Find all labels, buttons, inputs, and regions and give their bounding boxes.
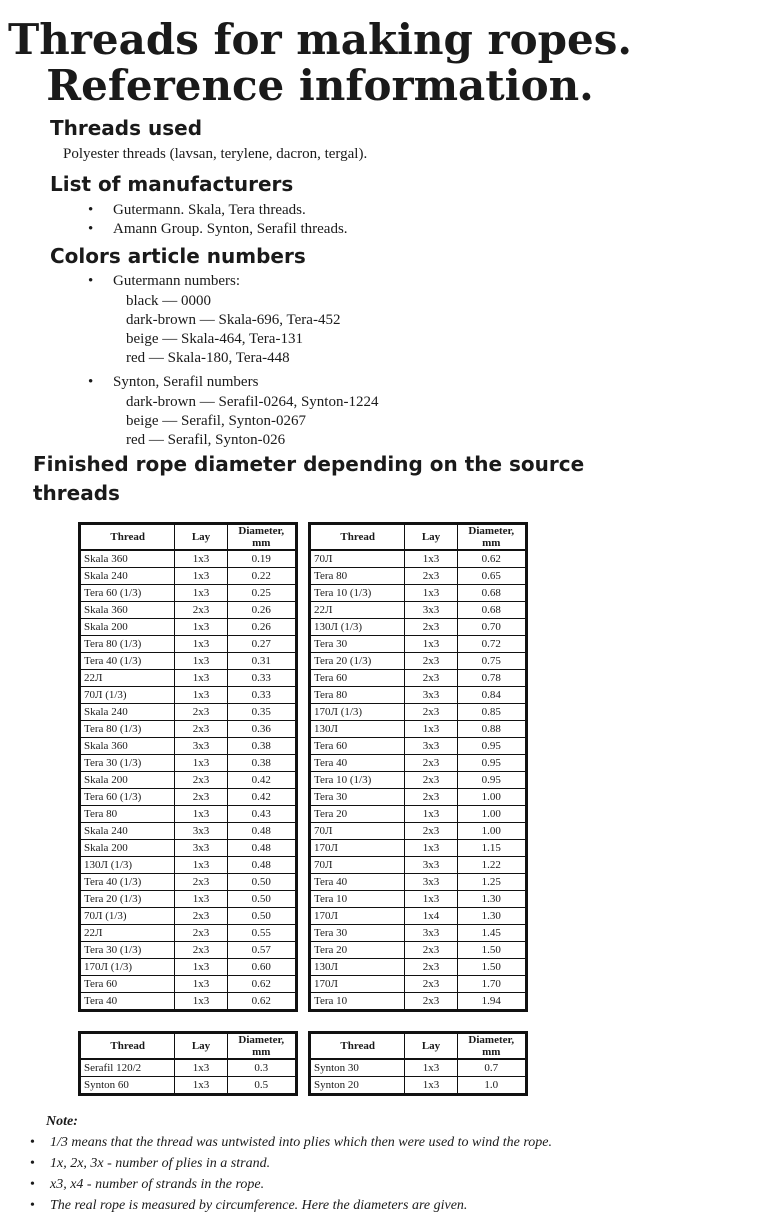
column-header: Thread <box>310 524 405 551</box>
thread-cell: Skala 240 <box>80 823 175 840</box>
thread-cell: Skala 360 <box>80 550 175 568</box>
lay-cell: 2x3 <box>405 704 457 721</box>
bullet-dot: • <box>30 1198 35 1213</box>
table-row <box>80 908 297 925</box>
diameter-cell: 1.0 <box>457 1077 526 1095</box>
manufacturer-item: Gutermann. Skala, Tera threads. <box>113 202 306 218</box>
lay-cell: 1x3 <box>405 1077 457 1095</box>
thread-cell: Tera 40 <box>310 755 405 772</box>
lay-cell: 1x3 <box>175 993 227 1011</box>
lay-cell: 3x3 <box>405 925 457 942</box>
diameter-cell: 0.48 <box>227 840 296 857</box>
diameter-cell: 1.00 <box>457 806 526 823</box>
table-row <box>310 755 527 772</box>
table-row <box>310 1059 527 1077</box>
lay-cell: 2x3 <box>405 789 457 806</box>
thread-cell: Synton 20 <box>310 1077 405 1095</box>
diameter-cell: 0.27 <box>227 636 296 653</box>
lay-cell: 2x3 <box>175 874 227 891</box>
diameter-cell: 1.45 <box>457 925 526 942</box>
table-row <box>310 585 527 602</box>
diameter-cell: 0.42 <box>227 772 296 789</box>
diameter-cell: 0.75 <box>457 653 526 670</box>
table-row <box>310 619 527 636</box>
lay-cell: 2x3 <box>175 602 227 619</box>
thread-cell: Tera 10 (1/3) <box>310 585 405 602</box>
heading-manufacturers: List of manufacturers <box>50 172 294 196</box>
bullet-dot: • <box>88 202 94 218</box>
lay-cell: 2x3 <box>175 772 227 789</box>
lay-cell: 1x3 <box>405 1059 457 1077</box>
note-item-text: 1x, 2x, 3x - number of plies in a strand. <box>50 1156 271 1171</box>
thread-cell: 130Л <box>310 959 405 976</box>
thread-cell: Tera 80 (1/3) <box>80 721 175 738</box>
lay-cell: 2x3 <box>405 653 457 670</box>
table-row <box>80 857 297 874</box>
table-row <box>310 550 527 568</box>
diameter-cell: 1.94 <box>457 993 526 1011</box>
heading-colors: Colors article numbers <box>50 244 306 268</box>
lay-cell: 3x3 <box>405 738 457 755</box>
lay-cell: 1x3 <box>175 959 227 976</box>
thread-cell: Tera 10 <box>310 993 405 1011</box>
lay-cell: 2x3 <box>405 942 457 959</box>
table-row <box>310 891 527 908</box>
thread-cell: Tera 20 (1/3) <box>310 653 405 670</box>
lay-cell: 2x3 <box>175 789 227 806</box>
lay-cell: 2x3 <box>405 568 457 585</box>
table-row <box>80 925 297 942</box>
lay-cell: 1x3 <box>175 806 227 823</box>
diameter-table-left <box>78 522 298 1012</box>
diameter-cell: 0.50 <box>227 908 296 925</box>
table-row <box>80 840 297 857</box>
thread-cell: Synton 60 <box>80 1077 175 1095</box>
diameter-cell: 0.5 <box>227 1077 296 1095</box>
thread-cell: 22Л <box>310 602 405 619</box>
diameter-cell: 0.36 <box>227 721 296 738</box>
thread-cell: Tera 40 (1/3) <box>80 874 175 891</box>
thread-cell: Skala 240 <box>80 704 175 721</box>
lay-cell: 2x3 <box>175 925 227 942</box>
table-row <box>80 550 297 568</box>
table-row <box>310 636 527 653</box>
table-row <box>80 1077 297 1095</box>
table-row <box>80 891 297 908</box>
diameter-cell: 0.70 <box>457 619 526 636</box>
table-row <box>310 602 527 619</box>
lay-cell: 2x3 <box>175 942 227 959</box>
table-row <box>310 721 527 738</box>
table-row <box>310 925 527 942</box>
table-row <box>310 942 527 959</box>
column-header: Thread <box>80 524 175 551</box>
page-title-line-1: Threads for making ropes. <box>7 15 633 64</box>
thread-cell: 170Л <box>310 976 405 993</box>
thread-cell: 170Л (1/3) <box>80 959 175 976</box>
diameter-cell: 0.26 <box>227 602 296 619</box>
note-item <box>30 1155 270 1173</box>
diameter-cell: 1.00 <box>457 823 526 840</box>
table-row <box>80 687 297 704</box>
diameter-cell: 1.30 <box>457 908 526 925</box>
diameter-cell: 0.22 <box>227 568 296 585</box>
lay-cell: 2x3 <box>405 993 457 1011</box>
color-line: red — Skala-180, Tera-448 <box>126 350 290 366</box>
bullet-dot: • <box>88 374 94 390</box>
lay-cell: 1x3 <box>175 687 227 704</box>
diameter-cell: 0.68 <box>457 602 526 619</box>
diameter-cell: 0.25 <box>227 585 296 602</box>
color-line: black — 0000 <box>126 293 211 309</box>
thread-cell: Synton 30 <box>310 1059 405 1077</box>
small-table-left <box>78 1031 298 1096</box>
lay-cell: 1x3 <box>405 840 457 857</box>
thread-cell: Tera 40 <box>310 874 405 891</box>
diameter-cell: 0.43 <box>227 806 296 823</box>
lay-cell: 1x3 <box>175 636 227 653</box>
column-header: Diameter, mm <box>227 1033 296 1060</box>
lay-cell: 1x3 <box>175 1059 227 1077</box>
table-row <box>80 585 297 602</box>
table-row <box>80 755 297 772</box>
diameter-cell: 1.00 <box>457 789 526 806</box>
column-header: Lay <box>175 524 227 551</box>
table-row <box>310 704 527 721</box>
table-row <box>310 823 527 840</box>
diameter-cell: 0.57 <box>227 942 296 959</box>
color-group-label: Synton, Serafil numbers <box>113 374 259 390</box>
lay-cell: 2x3 <box>405 823 457 840</box>
thread-cell: Tera 60 <box>310 670 405 687</box>
bullet-dot: • <box>30 1156 35 1171</box>
table-row <box>80 993 297 1011</box>
thread-cell: Tera 40 (1/3) <box>80 653 175 670</box>
lay-cell: 1x3 <box>175 670 227 687</box>
thread-cell: Tera 20 <box>310 942 405 959</box>
thread-cell: Tera 80 <box>310 568 405 585</box>
thread-cell: Tera 60 (1/3) <box>80 585 175 602</box>
table-row <box>310 568 527 585</box>
lay-cell: 1x3 <box>405 721 457 738</box>
thread-cell: Tera 30 <box>310 925 405 942</box>
table-header-row <box>310 1033 527 1060</box>
lay-cell: 3x3 <box>175 823 227 840</box>
diameter-cell: 0.31 <box>227 653 296 670</box>
table-row <box>80 653 297 670</box>
thread-cell: Skala 360 <box>80 738 175 755</box>
diameter-cell: 0.62 <box>457 550 526 568</box>
lay-cell: 1x3 <box>175 619 227 636</box>
diameter-cell: 0.3 <box>227 1059 296 1077</box>
column-header: Diameter, mm <box>457 524 526 551</box>
page-title-line-2: Reference information. <box>46 61 594 110</box>
table-row <box>80 568 297 585</box>
thread-cell: 70Л (1/3) <box>80 908 175 925</box>
thread-cell: Tera 10 (1/3) <box>310 772 405 789</box>
lay-cell: 2x3 <box>405 619 457 636</box>
column-header: Lay <box>405 1033 457 1060</box>
table-row <box>80 789 297 806</box>
column-header: Thread <box>80 1033 175 1060</box>
manufacturer-item: Amann Group. Synton, Serafil threads. <box>113 221 348 237</box>
table-header-row <box>310 524 527 551</box>
diameter-cell: 0.72 <box>457 636 526 653</box>
thread-cell: Serafil 120/2 <box>80 1059 175 1077</box>
table-row <box>310 738 527 755</box>
thread-cell: Tera 30 <box>310 636 405 653</box>
table-row <box>310 772 527 789</box>
thread-cell: Tera 40 <box>80 993 175 1011</box>
lay-cell: 1x3 <box>175 755 227 772</box>
color-line: red — Serafil, Synton-026 <box>126 432 286 448</box>
thread-cell: 22Л <box>80 925 175 942</box>
table-row <box>80 806 297 823</box>
thread-cell: Tera 60 <box>310 738 405 755</box>
table-row <box>310 670 527 687</box>
diameter-cell: 1.50 <box>457 959 526 976</box>
thread-cell: 22Л <box>80 670 175 687</box>
diameter-cell: 1.15 <box>457 840 526 857</box>
thread-cell: 70Л <box>310 823 405 840</box>
thread-cell: Skala 200 <box>80 840 175 857</box>
table-row <box>80 721 297 738</box>
diameter-cell: 0.95 <box>457 755 526 772</box>
heading-threads-used: Threads used <box>50 116 203 140</box>
table-row <box>80 942 297 959</box>
diameter-cell: 1.25 <box>457 874 526 891</box>
lay-cell: 3x3 <box>405 687 457 704</box>
thread-cell: Skala 240 <box>80 568 175 585</box>
note-title: Note: <box>46 1114 78 1129</box>
diameter-table-right <box>308 522 528 1012</box>
thread-cell: Tera 80 <box>80 806 175 823</box>
lay-cell: 1x4 <box>405 908 457 925</box>
lay-cell: 1x3 <box>175 550 227 568</box>
thread-cell: Skala 200 <box>80 619 175 636</box>
column-header: Lay <box>405 524 457 551</box>
note-item-text: 1/3 means that the thread was untwisted into plies which then were used to wind the rope. <box>50 1135 553 1150</box>
lay-cell: 3x3 <box>175 738 227 755</box>
table-row <box>80 874 297 891</box>
note-item-text: The real rope is measured by circumference. Here the diameters are given. <box>50 1198 468 1213</box>
table-row <box>310 993 527 1011</box>
diameter-cell: 0.50 <box>227 891 296 908</box>
column-header: Diameter, mm <box>227 524 296 551</box>
color-line: dark-brown — Skala-696, Tera-452 <box>126 312 341 328</box>
table-row <box>80 772 297 789</box>
lay-cell: 2x3 <box>405 959 457 976</box>
table-header-row <box>80 1033 297 1060</box>
lay-cell: 2x3 <box>405 755 457 772</box>
note-item-text: x3, x4 - number of strands in the rope. <box>50 1177 265 1192</box>
lay-cell: 1x3 <box>405 891 457 908</box>
thread-cell: Tera 60 <box>80 976 175 993</box>
table-row <box>80 670 297 687</box>
column-header: Lay <box>175 1033 227 1060</box>
table-row <box>80 976 297 993</box>
thread-cell: Tera 60 (1/3) <box>80 789 175 806</box>
thread-cell: Skala 360 <box>80 602 175 619</box>
diameter-cell: 0.26 <box>227 619 296 636</box>
heading-diameter-line-2: threads <box>33 481 120 505</box>
bullet-dot: • <box>88 221 94 237</box>
threads-used-text: Polyester threads (lavsan, terylene, dacron, tergal). <box>63 146 368 162</box>
table-row <box>310 840 527 857</box>
lay-cell: 1x3 <box>175 857 227 874</box>
thread-cell: Tera 30 <box>310 789 405 806</box>
thread-cell: 170Л (1/3) <box>310 704 405 721</box>
bullet-dot: • <box>30 1177 35 1192</box>
table-row <box>80 619 297 636</box>
diameter-cell: 0.48 <box>227 823 296 840</box>
diameter-cell: 0.19 <box>227 550 296 568</box>
diameter-cell: 1.30 <box>457 891 526 908</box>
lay-cell: 2x3 <box>175 704 227 721</box>
diameter-cell: 0.62 <box>227 993 296 1011</box>
color-line: beige — Serafil, Synton-0267 <box>126 413 306 429</box>
color-group-label: Gutermann numbers: <box>113 273 241 289</box>
table-row <box>80 602 297 619</box>
diameter-cell: 0.95 <box>457 738 526 755</box>
thread-cell: Tera 10 <box>310 891 405 908</box>
color-line: dark-brown — Serafil-0264, Synton-1224 <box>126 394 379 410</box>
lay-cell: 1x3 <box>175 568 227 585</box>
lay-cell: 1x3 <box>405 806 457 823</box>
diameter-cell: 0.48 <box>227 857 296 874</box>
thread-cell: Tera 20 <box>310 806 405 823</box>
diameter-cell: 1.70 <box>457 976 526 993</box>
diameter-cell: 0.55 <box>227 925 296 942</box>
thread-cell: 70Л (1/3) <box>80 687 175 704</box>
diameter-cell: 0.33 <box>227 670 296 687</box>
diameter-cell: 0.33 <box>227 687 296 704</box>
small-table-right <box>308 1031 528 1096</box>
diameter-cell: 0.95 <box>457 772 526 789</box>
thread-cell: 130Л <box>310 721 405 738</box>
table-row <box>80 704 297 721</box>
color-line: beige — Skala-464, Tera-131 <box>126 331 303 347</box>
thread-cell: Tera 20 (1/3) <box>80 891 175 908</box>
diameter-cell: 0.78 <box>457 670 526 687</box>
diameter-cell: 0.60 <box>227 959 296 976</box>
diameter-cell: 1.22 <box>457 857 526 874</box>
table-header-row <box>80 524 297 551</box>
diameter-cell: 0.50 <box>227 874 296 891</box>
diameter-cell: 0.38 <box>227 738 296 755</box>
lay-cell: 3x3 <box>405 602 457 619</box>
lay-cell: 1x3 <box>405 550 457 568</box>
diameter-cell: 0.62 <box>227 976 296 993</box>
lay-cell: 1x3 <box>175 585 227 602</box>
table-row <box>310 806 527 823</box>
lay-cell: 1x3 <box>175 976 227 993</box>
thread-cell: Tera 80 (1/3) <box>80 636 175 653</box>
table-row <box>310 857 527 874</box>
diameter-cell: 0.68 <box>457 585 526 602</box>
lay-cell: 2x3 <box>175 908 227 925</box>
table-row <box>310 908 527 925</box>
table-row <box>80 738 297 755</box>
column-header: Diameter, mm <box>457 1033 526 1060</box>
note-item <box>30 1176 264 1194</box>
lay-cell: 3x3 <box>175 840 227 857</box>
note-item <box>30 1134 552 1152</box>
thread-cell: 130Л (1/3) <box>80 857 175 874</box>
table-row <box>310 687 527 704</box>
lay-cell: 2x3 <box>175 721 227 738</box>
thread-cell: 170Л <box>310 840 405 857</box>
table-row <box>310 874 527 891</box>
lay-cell: 2x3 <box>405 976 457 993</box>
diameter-cell: 0.42 <box>227 789 296 806</box>
lay-cell: 3x3 <box>405 857 457 874</box>
table-row <box>310 976 527 993</box>
table-row <box>310 1077 527 1095</box>
lay-cell: 1x3 <box>175 653 227 670</box>
table-row <box>310 789 527 806</box>
diameter-cell: 0.65 <box>457 568 526 585</box>
lay-cell: 1x3 <box>175 1077 227 1095</box>
lay-cell: 2x3 <box>405 772 457 789</box>
thread-cell: 130Л (1/3) <box>310 619 405 636</box>
table-row <box>80 823 297 840</box>
diameter-cell: 0.35 <box>227 704 296 721</box>
table-row <box>310 653 527 670</box>
bullet-dot: • <box>88 273 94 289</box>
table-row <box>80 636 297 653</box>
thread-cell: 70Л <box>310 550 405 568</box>
lay-cell: 1x3 <box>405 636 457 653</box>
thread-cell: 70Л <box>310 857 405 874</box>
table-row <box>310 959 527 976</box>
column-header: Thread <box>310 1033 405 1060</box>
note-item <box>30 1197 467 1215</box>
lay-cell: 3x3 <box>405 874 457 891</box>
thread-cell: 170Л <box>310 908 405 925</box>
thread-cell: Tera 80 <box>310 687 405 704</box>
lay-cell: 1x3 <box>175 891 227 908</box>
diameter-cell: 1.50 <box>457 942 526 959</box>
lay-cell: 2x3 <box>405 670 457 687</box>
thread-cell: Tera 30 (1/3) <box>80 755 175 772</box>
diameter-cell: 0.84 <box>457 687 526 704</box>
bullet-dot: • <box>30 1135 35 1150</box>
table-row <box>80 959 297 976</box>
lay-cell: 1x3 <box>405 585 457 602</box>
diameter-cell: 0.88 <box>457 721 526 738</box>
diameter-cell: 0.7 <box>457 1059 526 1077</box>
thread-cell: Skala 200 <box>80 772 175 789</box>
thread-cell: Tera 30 (1/3) <box>80 942 175 959</box>
diameter-cell: 0.38 <box>227 755 296 772</box>
heading-diameter-line-1: Finished rope diameter depending on the source <box>33 452 585 476</box>
diameter-cell: 0.85 <box>457 704 526 721</box>
table-row <box>80 1059 297 1077</box>
